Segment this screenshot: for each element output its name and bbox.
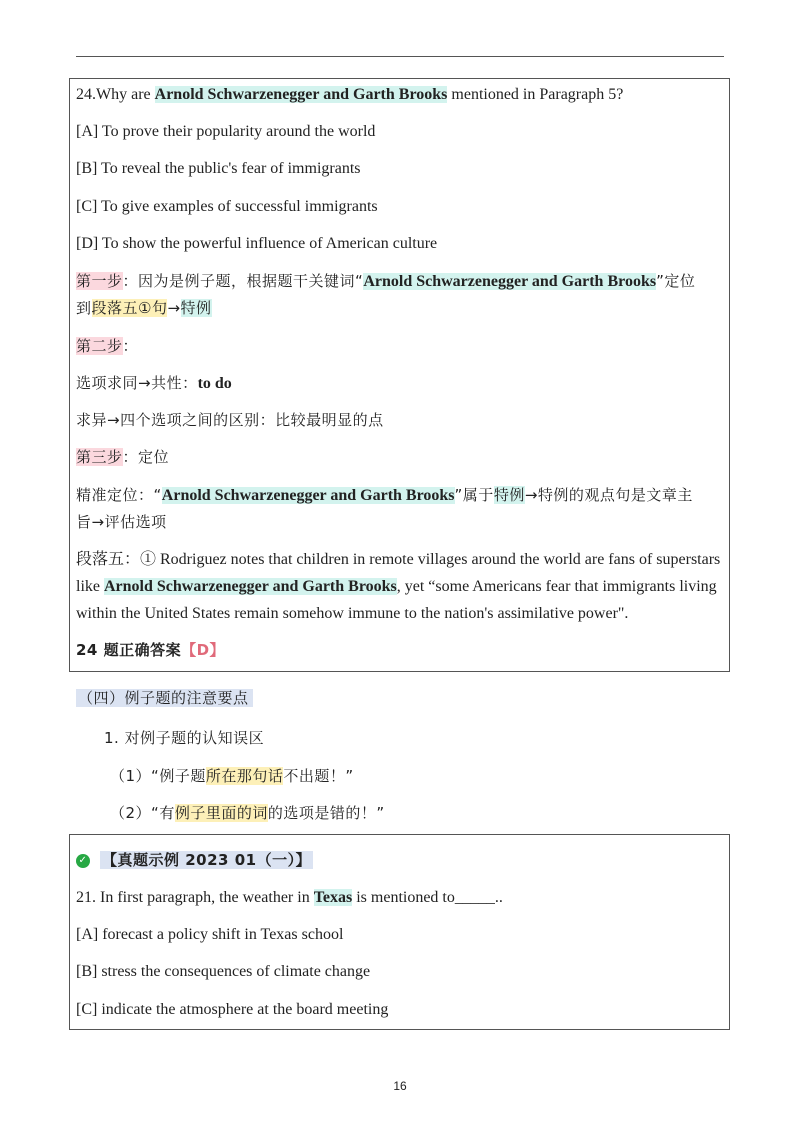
item1-pre: （1）“例子题 [110,767,206,785]
special-example: 特例 [180,299,212,317]
answer-text: 24 题正确答案 [76,641,182,659]
step1-text: 因为是例子题，根据题干关键词“ [138,272,364,290]
question-number: 24.Why are [76,86,155,103]
step2-heading [76,335,138,357]
question-24-stem [76,84,623,106]
step1-line2 [76,297,212,319]
q21-post: is mentioned to_____.. [352,889,503,906]
item2-highlight: 例子里面的词 [174,804,268,822]
step1-tail: ”定位 [656,272,696,290]
step2-label: 第二步 [76,337,123,355]
example-title-line [76,849,313,871]
para5-line3: within the United States remain somehow immune to the nation's assimilative power". [76,605,629,622]
q21-option-c: [C] indicate the atmosphere at the board meeting [76,1001,389,1018]
precise-mid: ”属于 [454,486,494,504]
question-21-stem [76,887,503,909]
option-d: [D] To show the powerful influence of American culture [76,235,438,252]
precise-line1 [76,484,693,507]
step2-colon: ： [122,337,139,355]
check-circle-icon: ✓ [76,854,90,868]
precise-keyword: Arnold Schwarzenegger and Garth Brooks [161,487,455,504]
step1-line1 [76,270,695,293]
para5-keyword: Arnold Schwarzenegger and Garth Brooks [104,578,397,595]
item1-highlight: 所在那句话 [205,767,284,785]
keyword-highlight: Arnold Schwarzenegger and Garth Brooks [154,86,448,103]
precise-example: 特例 [493,486,525,504]
step3-label: 第三步 [76,448,123,466]
misconception-1 [110,765,354,787]
item1-post: 不出题！” [283,767,354,785]
step3-heading [76,446,169,468]
to-do-text: to do [197,375,232,392]
answer-value: 【D】 [181,641,226,659]
answer-line [76,639,225,661]
precise-line2: 旨→评估选项 [76,513,167,531]
para5-line2-post: , yet “some Americans fear that immigrants living [396,578,717,595]
para5-line2 [76,576,717,598]
precise-pre: 精准定位：“ [76,486,162,504]
step3-text: ：定位 [122,448,170,466]
step1-keyword: Arnold Schwarzenegger and Garth Brooks [363,273,657,290]
step1-colon: ： [122,272,139,290]
texas-keyword: Texas [313,889,353,906]
para5-line1: 段落五：① Rodriguez notes that children in remote villages around the world are fans of superstars [76,551,721,568]
step1-label: 第一步 [76,272,123,290]
item2-pre: （2）“有 [110,804,175,822]
page-number: 16 [393,1079,407,1093]
option-b: [B] To reveal the public's fear of immigrants [76,160,361,177]
section-title-text: （四）例子题的注意要点 [76,689,253,707]
step2-same [76,372,232,395]
step2-diff: 求异→四个选项之间的区别：比较最明显的点 [76,411,384,429]
para5-like: like [76,578,104,595]
option-a: [A] To prove their popularity around the world [76,123,376,140]
example-title: 【真题示例 2023 01（一）】 [102,851,312,869]
step2-same-text: 选项求同→共性： [76,374,198,392]
precise-post: →特例的观点句是文章主 [524,486,693,504]
q21-option-b: [B] stress the consequences of climate change [76,963,371,980]
item2-post: 的选项是错的！” [267,804,385,822]
q21-pre: 21. In first paragraph, the weather in [76,889,314,906]
arrow: → [167,299,181,317]
misconception-2 [110,802,385,824]
header-rule [76,56,724,57]
misconception-heading: 1. 对例子题的认知误区 [104,729,265,747]
q21-option-a: [A] forecast a policy shift in Texas school [76,926,344,943]
question-rest: mentioned in Paragraph 5? [447,86,624,103]
step1-line2-pre: 到 [76,299,92,317]
option-c: [C] To give examples of successful immigrants [76,198,378,215]
paragraph-location: 段落五①句 [91,299,168,317]
section-4-title [76,687,253,709]
